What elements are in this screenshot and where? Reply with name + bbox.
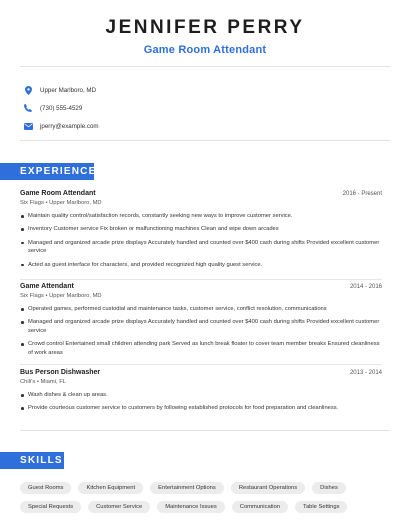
location-pin-icon [23,85,33,95]
skill-chip: Communication [232,501,288,513]
skills-list [20,482,390,513]
skill-chip: Customer Service [88,501,150,513]
job-bullet: Provide courteous customer service to customers by following established protocols for food preparation and cleanliness. [20,404,382,412]
skill-chip: Special Requests [20,501,81,513]
job-entry [20,369,382,418]
job-divider [20,279,382,280]
skills-heading-text: SKILLS [20,455,63,466]
contact-email-text: jperry@example.com [40,122,99,130]
job-bullets [20,305,382,357]
experience-heading-text: EXPERIENCE [20,166,97,177]
job-bullet: Maintain quality control/satisfaction records, constantly seeking new ways to improve customer service. [20,212,382,220]
contact-email [22,117,388,135]
section-divider [20,430,390,431]
job-bullets [20,391,382,413]
email-icon [23,121,33,131]
candidate-title: Game Room Attendant [143,44,267,56]
job-dates: 2013 - 2014 [349,370,382,376]
phone-icon [23,103,33,113]
header-divider [20,66,390,67]
job-dates: 2014 - 2016 [349,284,382,290]
skill-chip: Entertainment Options [150,482,224,494]
job-bullet: Managed and organized arcade prize displays Accurately handled and counted over $400 cash during shifts Provided excellent customer service [20,318,382,335]
skill-chip: Dishes [312,482,346,494]
job-bullet: Managed and organized arcade prize displays Accurately handled and counted over $400 cash during shifts Provided excellent customer service [20,239,382,256]
job-company: Six Flags • Upper Marlboro, MD [20,200,102,206]
job-entry [20,283,382,362]
job-entry [20,190,382,274]
candidate-name: JENNIFER PERRY [105,17,305,38]
job-divider [20,364,382,365]
contact-list [0,81,410,135]
job-company: Chili's • Miami, FL [20,379,66,385]
job-bullet: Acted as guest interface for characters, and provided recognized high quality guest service. [20,261,382,269]
skills-heading [0,452,64,469]
contact-location-text: Upper Marlboro, MD [40,86,97,94]
job-title: Game Room Attendant [20,190,96,197]
job-bullets [20,212,382,269]
job-title: Game Attendant [20,283,74,290]
skill-chip: Table Settings [295,501,347,513]
job-company: Six Flags • Upper Marlboro, MD [20,293,102,299]
skill-chip: Kitchen Equipment [78,482,143,494]
job-bullet: Crowd control Entertained small children attending park Served as lunch break floater to cover team member breaks Ensured cleanliness of work areas [20,340,382,357]
job-title: Bus Person Dishwasher [20,369,101,376]
experience-heading [0,163,97,180]
job-bullet: Operated games, performed custodial and maintenance tasks, customer service, conflict resolution, communications [20,305,382,313]
job-bullet: Wash dishes & clean up areas. [20,391,382,399]
skill-chip: Restaurant Operations [231,482,305,494]
resume-header [0,0,410,56]
contact-phone-text: (730) 555-4529 [40,104,83,112]
skill-chip: Maintenance Issues [157,501,225,513]
contact-location [22,81,388,99]
contact-phone [22,99,388,117]
job-dates: 2016 - Present [342,191,382,197]
skill-chip: Guest Rooms [20,482,71,494]
job-bullet: Inventory Customer service Fix broken or malfunctioning machines Clean and wipe down arcades [20,225,382,233]
contact-divider [20,140,390,141]
